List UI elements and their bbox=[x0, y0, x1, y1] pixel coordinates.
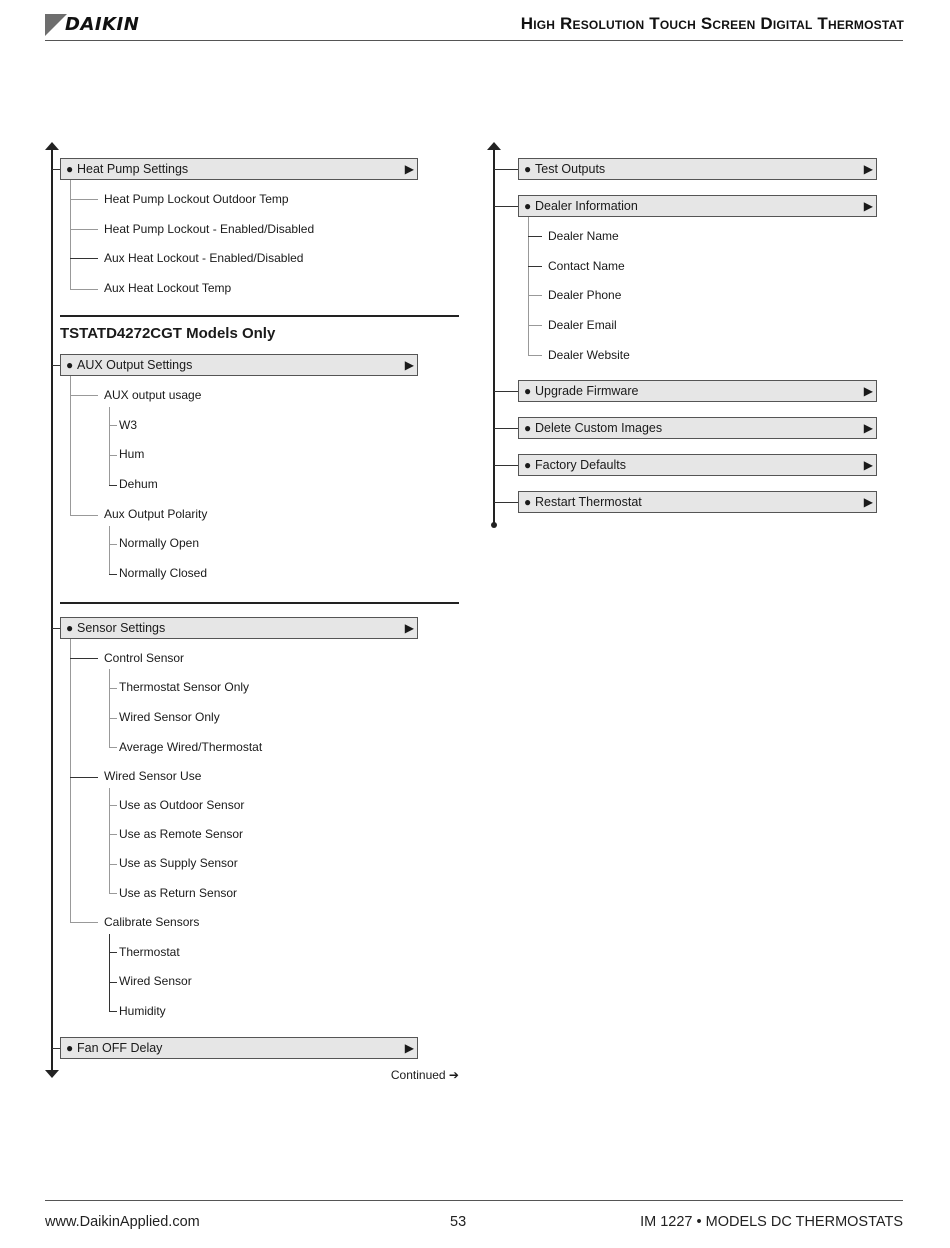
header-rule bbox=[45, 40, 903, 41]
aux-heat-lockout-temp-item[interactable]: Aux Heat Lockout Temp bbox=[104, 281, 232, 295]
sensor-settings-menu[interactable] bbox=[60, 617, 418, 639]
dealer-information-menu[interactable] bbox=[518, 195, 877, 217]
factory-defaults-menu[interactable] bbox=[518, 454, 877, 476]
contact-name-item[interactable]: Contact Name bbox=[548, 259, 625, 273]
submenu-arrow-icon: ▶ bbox=[863, 458, 873, 472]
test-outputs-label: Test Outputs bbox=[535, 162, 606, 176]
down-arrow-icon bbox=[45, 1070, 59, 1079]
upgrade-firmware-menu[interactable] bbox=[518, 380, 877, 402]
fan-off-delay-label: Fan OFF Delay bbox=[77, 1041, 163, 1055]
dealer-name-item[interactable]: Dealer Name bbox=[548, 229, 619, 243]
footer-website: www.DaikinApplied.com bbox=[45, 1214, 200, 1230]
footer-page-number: 53 bbox=[450, 1214, 467, 1230]
control-option-average[interactable]: Average Wired/Thermostat bbox=[119, 740, 263, 754]
submenu-arrow-icon: ▶ bbox=[863, 162, 873, 176]
daikin-logo bbox=[45, 12, 155, 38]
calibrate-thermostat[interactable]: Thermostat bbox=[119, 945, 180, 959]
bullet-icon: ● bbox=[524, 495, 532, 509]
section-divider bbox=[60, 602, 459, 604]
sensor-settings-label: Sensor Settings bbox=[77, 621, 166, 635]
aux-output-settings-menu[interactable] bbox=[60, 354, 418, 376]
control-option-thermostat-only[interactable]: Thermostat Sensor Only bbox=[119, 680, 250, 694]
logo-text: DAIKIN bbox=[65, 14, 140, 35]
heat-pump-lockout-enabled-item[interactable]: Heat Pump Lockout - Enabled/Disabled bbox=[104, 222, 315, 236]
calibrate-humidity[interactable]: Humidity bbox=[119, 1004, 166, 1018]
control-option-wired-only[interactable]: Wired Sensor Only bbox=[119, 710, 220, 724]
aux-output-polarity-item[interactable]: Aux Output Polarity bbox=[104, 507, 208, 521]
dealer-website-item[interactable]: Dealer Website bbox=[548, 348, 630, 362]
continued-label: Continued ➔ bbox=[390, 1068, 459, 1082]
calibrate-wired-sensor[interactable]: Wired Sensor bbox=[119, 974, 192, 988]
submenu-arrow-icon: ▶ bbox=[863, 421, 873, 435]
bullet-icon: ● bbox=[524, 384, 532, 398]
submenu-arrow-icon: ▶ bbox=[404, 162, 414, 176]
wired-sensor-use-item[interactable]: Wired Sensor Use bbox=[104, 769, 202, 783]
section-divider bbox=[60, 315, 459, 317]
fan-off-delay-menu[interactable] bbox=[60, 1037, 418, 1059]
bullet-icon: ● bbox=[66, 621, 74, 635]
calibrate-sensors-item[interactable]: Calibrate Sensors bbox=[104, 915, 200, 929]
aux-option-hum[interactable]: Hum bbox=[119, 447, 145, 461]
right-spine bbox=[493, 148, 495, 524]
submenu-arrow-icon: ▶ bbox=[863, 495, 873, 509]
wired-use-return[interactable]: Use as Return Sensor bbox=[119, 886, 238, 900]
dealer-email-item[interactable]: Dealer Email bbox=[548, 318, 617, 332]
wired-use-remote[interactable]: Use as Remote Sensor bbox=[119, 827, 244, 841]
bullet-icon: ● bbox=[66, 162, 74, 176]
submenu-arrow-icon: ▶ bbox=[404, 1041, 414, 1055]
daikin-logo-mark-icon bbox=[45, 14, 67, 38]
aux-output-settings-label: AUX Output Settings bbox=[77, 358, 193, 372]
aux-heat-lockout-enabled-item[interactable]: Aux Heat Lockout - Enabled/Disabled bbox=[104, 251, 304, 265]
aux-option-w3[interactable]: W3 bbox=[119, 418, 137, 432]
heat-pump-settings-label: Heat Pump Settings bbox=[77, 162, 189, 176]
aux-option-dehum[interactable]: Dehum bbox=[119, 477, 158, 491]
up-arrow-icon bbox=[487, 142, 501, 151]
submenu-arrow-icon: ▶ bbox=[863, 199, 873, 213]
footer-rule bbox=[45, 1200, 903, 1201]
dealer-information-label: Dealer Information bbox=[535, 199, 638, 213]
bullet-icon: ● bbox=[66, 1041, 74, 1055]
bullet-icon: ● bbox=[524, 458, 532, 472]
polarity-normally-closed[interactable]: Normally Closed bbox=[119, 566, 208, 580]
submenu-arrow-icon: ▶ bbox=[863, 384, 873, 398]
wired-use-supply[interactable]: Use as Supply Sensor bbox=[119, 856, 238, 870]
heat-pump-lockout-outdoor-temp-item[interactable]: Heat Pump Lockout Outdoor Temp bbox=[104, 192, 289, 206]
delete-custom-images-menu[interactable] bbox=[518, 417, 877, 439]
submenu-arrow-icon: ▶ bbox=[404, 621, 414, 635]
restart-thermostat-label: Restart Thermostat bbox=[535, 495, 642, 509]
submenu-arrow-icon: ▶ bbox=[404, 358, 414, 372]
bullet-icon: ● bbox=[524, 421, 532, 435]
polarity-normally-open[interactable]: Normally Open bbox=[119, 536, 200, 550]
left-spine bbox=[51, 148, 53, 1072]
test-outputs-menu[interactable] bbox=[518, 158, 877, 180]
delete-custom-images-label: Delete Custom Images bbox=[535, 421, 663, 435]
end-dot-icon bbox=[491, 522, 497, 528]
aux-output-usage-item[interactable]: AUX output usage bbox=[104, 388, 202, 402]
factory-defaults-label: Factory Defaults bbox=[535, 458, 627, 472]
upgrade-firmware-label: Upgrade Firmware bbox=[535, 384, 639, 398]
bullet-icon: ● bbox=[524, 162, 532, 176]
footer-doc-id: IM 1227 • MODELS DC THERMOSTATS bbox=[640, 1214, 903, 1230]
dealer-phone-item[interactable]: Dealer Phone bbox=[548, 288, 622, 302]
page-header-title: High Resolution Touch Screen Digital Thermostat bbox=[520, 14, 904, 33]
up-arrow-icon bbox=[45, 142, 59, 151]
control-sensor-item[interactable]: Control Sensor bbox=[104, 651, 185, 665]
heat-pump-settings-menu[interactable] bbox=[60, 158, 418, 180]
restart-thermostat-menu[interactable] bbox=[518, 491, 877, 513]
wired-use-outdoor[interactable]: Use as Outdoor Sensor bbox=[119, 798, 245, 812]
bullet-icon: ● bbox=[524, 199, 532, 213]
bullet-icon: ● bbox=[66, 358, 74, 372]
models-only-title: TSTATD4272CGT Models Only bbox=[60, 325, 276, 342]
